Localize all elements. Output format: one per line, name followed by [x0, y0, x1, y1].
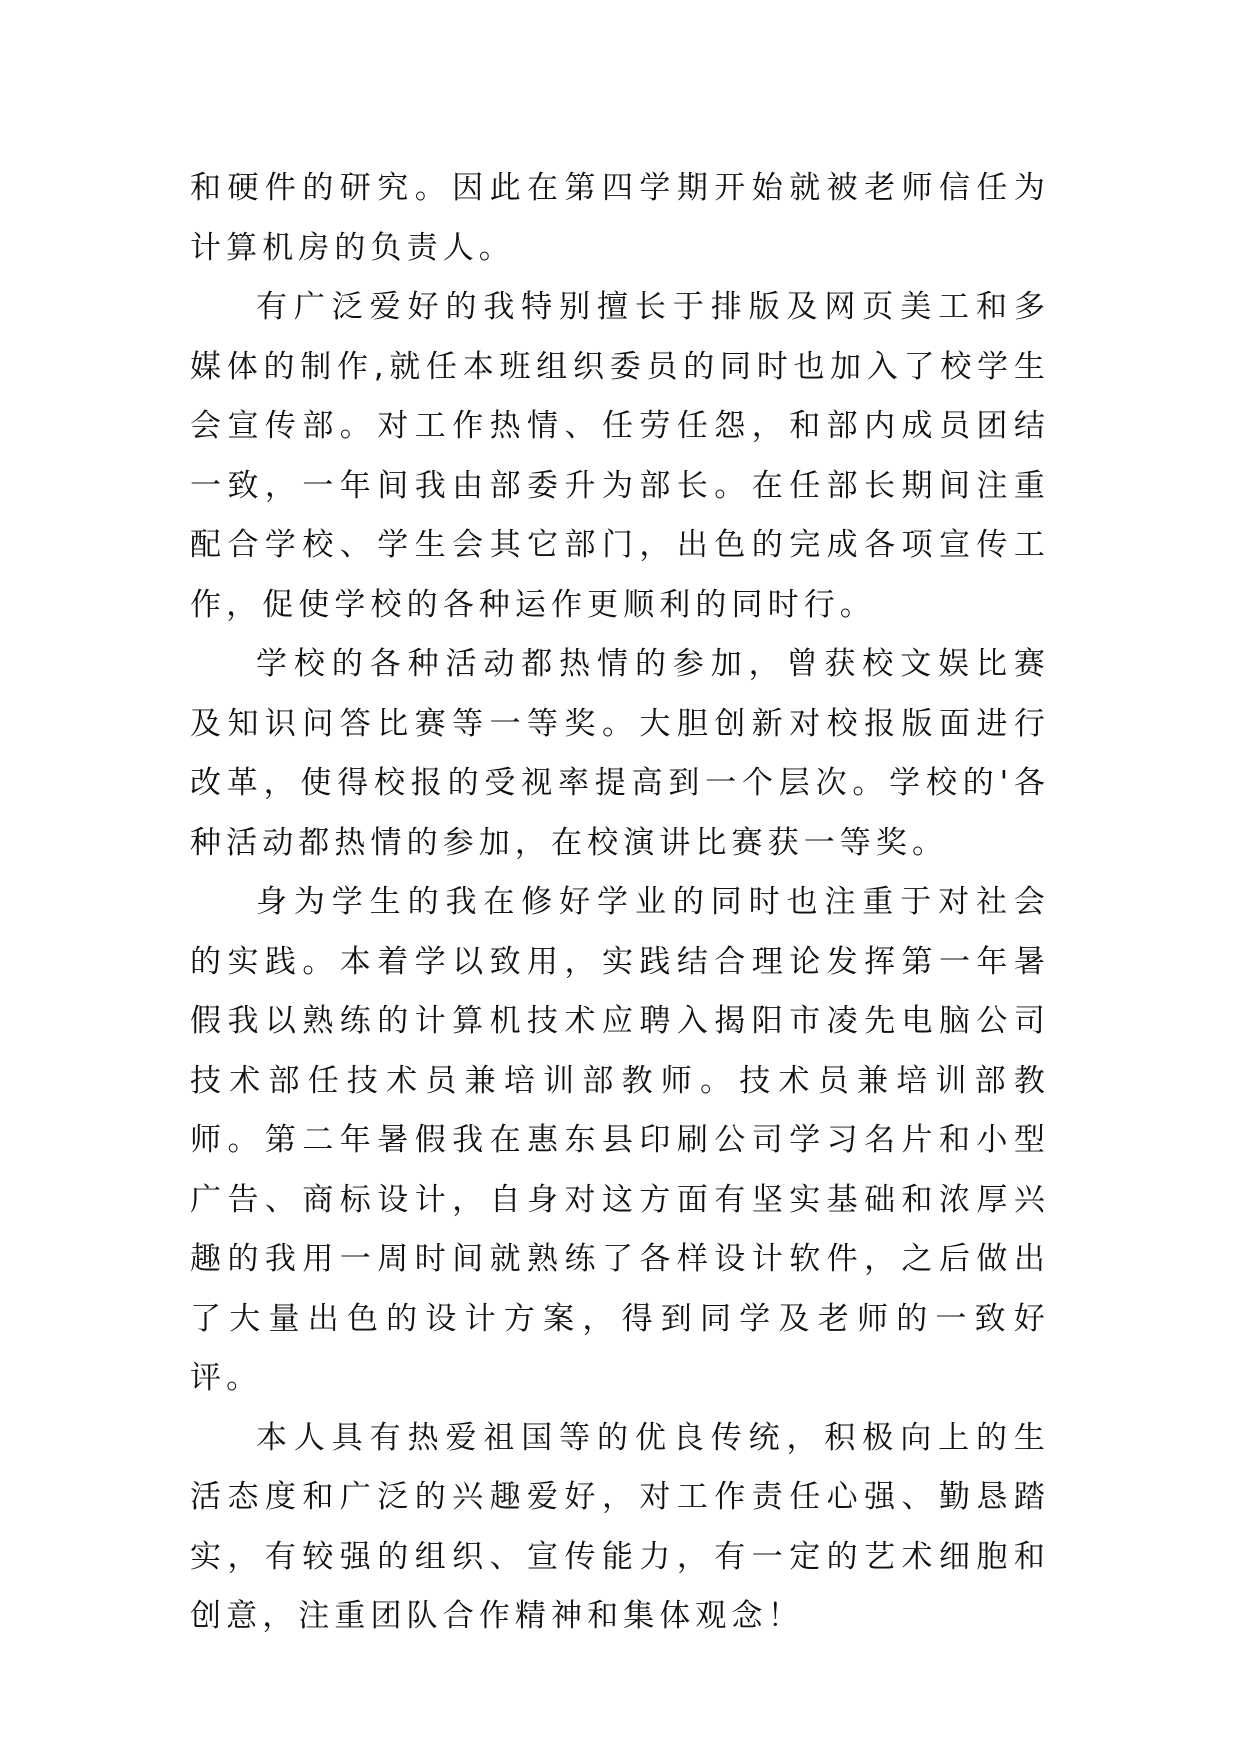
paragraph-self-summary: 本人具有热爱祖国等的优良传统，积极向上的生活态度和广泛的兴趣爱好，对工作责任心强、勤恳踏实，有较强的组织、宣传能力，有一定的艺术细胞和创意，注重团队合作精神和集体观念！ [190, 1419, 1050, 1634]
paragraph-hobbies-publicity: 有广泛爱好的我特别擅长于排版及网页美工和多媒体的制作,就任本班组织委员的同时也加入了校学生会宣传部。对工作热情、任劳任怨，和部内成员团结一致，一年间我由部委升为部长。在任部长期间注重配合学校、学生会其它部门，出色的完成各项宣传工作，促使学校的各种运作更顺利的同时行。 [190, 289, 1050, 623]
document-body [190, 159, 1050, 1647]
paragraph-social-practice: 身为学生的我在修好学业的同时也注重于对社会的实践。本着学以致用，实践结合理论发挥第一年暑假我以熟练的计算机技术应聘入揭阳市凌先电脑公司技术部任技术员兼培训部教师。技术员兼培训部教师。第二年暑假我在惠东县印刷公司学习名片和小型广告、商标设计，自身对这方面有坚实基础和浓厚兴趣的我用一周时间就熟练了各样设计软件，之后做出了大量出色的设计方案，得到同学及老师的一致好评。 [190, 884, 1050, 1396]
paragraph-continuation: 和硬件的研究。因此在第四学期开始就被老师信任为计算机房的负责人。 [190, 170, 1050, 266]
paragraph-school-activities: 学校的各种活动都热情的参加，曾获校文娱比赛及知识问答比赛等一等奖。大胆创新对校报版面进行改革，使得校报的受视率提高到一个层次。学校的'各种活动都热情的参加，在校演讲比赛获一等奖。 [190, 646, 1050, 861]
